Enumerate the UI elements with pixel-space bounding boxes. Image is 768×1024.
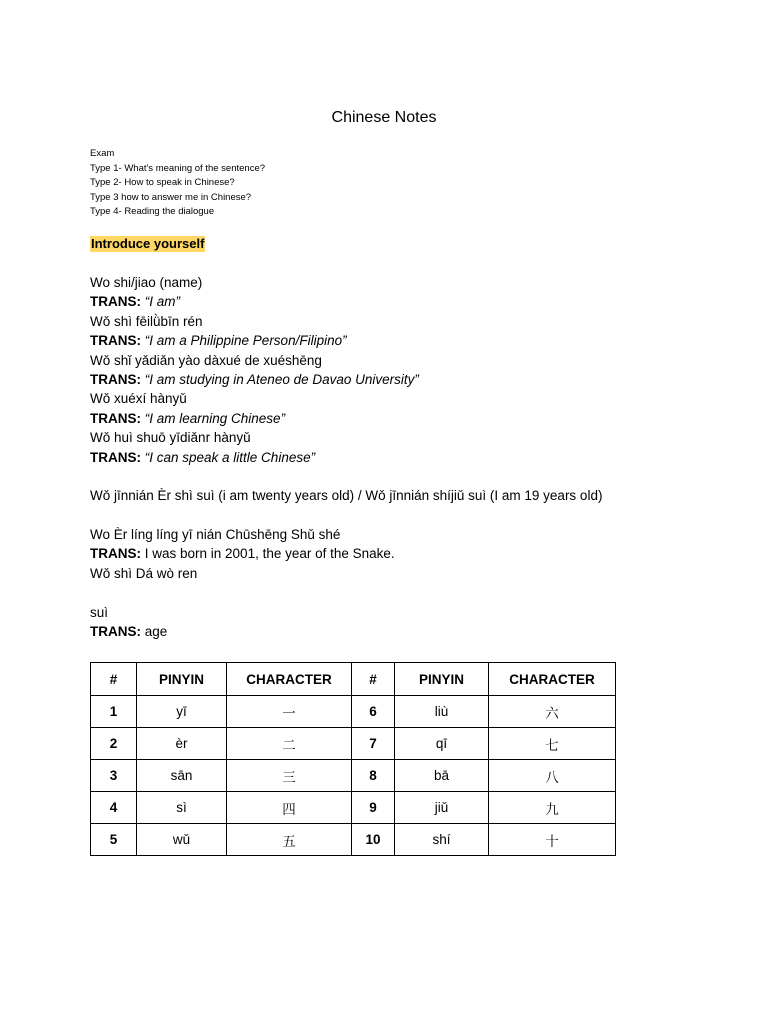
cell-number: 6 xyxy=(352,696,395,728)
table-row xyxy=(91,824,616,856)
trans-label: TRANS: xyxy=(90,371,141,387)
pinyin-line: Wo Èr líng líng yī nián Chūshēng Shǔ shé xyxy=(90,527,341,543)
trans-label: TRANS: xyxy=(90,624,141,640)
cell-character: 五 xyxy=(227,824,352,856)
cell-pinyin: bā xyxy=(395,760,489,792)
translation-text: “I am a Philippine Person/Filipino” xyxy=(141,333,347,349)
pinyin-line: Wo shi/jiao (name) xyxy=(90,275,203,290)
header-character: CHARACTER xyxy=(227,663,352,696)
cell-character: 六 xyxy=(489,696,616,728)
cell-pinyin: wǔ xyxy=(137,824,227,856)
table-row xyxy=(91,696,616,728)
translation-line xyxy=(90,409,602,428)
notes-body xyxy=(90,273,602,641)
trans-label: TRANS: xyxy=(90,449,141,465)
numbers-table xyxy=(90,662,616,856)
exam-type-4: Type 4- Reading the dialogue xyxy=(90,206,215,217)
cell-number: 3 xyxy=(91,760,137,792)
page-title: Chinese Notes xyxy=(331,109,437,126)
cell-character: 七 xyxy=(489,728,616,760)
cell-character: 三 xyxy=(227,760,352,792)
translation-line xyxy=(90,331,602,350)
trans-label: TRANS: xyxy=(90,546,141,562)
table-header-row xyxy=(91,663,616,696)
trans-label: TRANS: xyxy=(90,410,141,426)
blank-line xyxy=(90,583,602,602)
header-character: CHARACTER xyxy=(489,663,616,696)
cell-pinyin: èr xyxy=(137,728,227,760)
cell-pinyin: sì xyxy=(137,792,227,824)
pinyin-line: Wǒ shì Dá wò ren xyxy=(90,565,198,581)
cell-number: 2 xyxy=(91,728,137,760)
cell-number: 4 xyxy=(91,792,137,824)
cell-pinyin: jiǔ xyxy=(395,792,489,824)
header-pinyin: PINYIN xyxy=(395,663,489,696)
cell-character: 一 xyxy=(227,696,352,728)
translation-text: “I am studying in Ateneo de Davao University” xyxy=(141,371,419,387)
pinyin-line: Wǒ shì fēilǜbīn rén xyxy=(90,313,203,329)
cell-pinyin: sān xyxy=(137,760,227,792)
header-pinyin: PINYIN xyxy=(137,663,227,696)
cell-character: 八 xyxy=(489,760,616,792)
header-number: # xyxy=(91,663,137,696)
cell-number: 5 xyxy=(91,824,137,856)
trans-label: TRANS: xyxy=(90,294,141,310)
translation-line xyxy=(90,292,602,311)
cell-pinyin: liù xyxy=(395,696,489,728)
table-row xyxy=(91,728,616,760)
header-number: # xyxy=(352,663,395,696)
section-heading: Introduce yourself xyxy=(91,236,205,251)
cell-pinyin: yī xyxy=(137,696,227,728)
translation-text: “I am learning Chinese” xyxy=(141,410,286,426)
cell-character: 九 xyxy=(489,792,616,824)
cell-character: 十 xyxy=(489,824,616,856)
translation-text: I was born in 2001, the year of the Snake. xyxy=(141,546,395,562)
cell-pinyin: qī xyxy=(395,728,489,760)
cell-pinyin: shí xyxy=(395,824,489,856)
pinyin-line: suì xyxy=(90,604,109,620)
cell-number: 8 xyxy=(352,760,395,792)
translation-text: “I am” xyxy=(141,294,180,310)
translation-line xyxy=(90,448,602,467)
table-row xyxy=(91,792,616,824)
cell-character: 四 xyxy=(227,792,352,824)
blank-line xyxy=(90,467,602,486)
cell-number: 1 xyxy=(91,696,137,728)
cell-number: 10 xyxy=(352,824,395,856)
cell-number: 7 xyxy=(352,728,395,760)
cell-character: 二 xyxy=(227,728,352,760)
exam-label: Exam xyxy=(90,148,115,159)
blank-line xyxy=(90,506,602,525)
exam-section xyxy=(90,147,265,220)
translation-line xyxy=(90,370,602,389)
trans-label: TRANS: xyxy=(90,333,141,349)
pinyin-line: Wǒ jīnnián Èr shì suì (i am twenty years old) / Wǒ jīnnián shíjiǔ suì (I am 19 years old) xyxy=(90,488,603,504)
pinyin-line: Wǒ xuéxí hànyǔ xyxy=(90,391,187,407)
table-row xyxy=(91,760,616,792)
exam-type-3: Type 3 how to answer me in Chinese? xyxy=(90,191,252,203)
translation-line xyxy=(90,622,602,641)
translation-text: “I can speak a little Chinese” xyxy=(141,449,316,465)
translation-text: age xyxy=(141,624,168,640)
exam-type-2: Type 2- How to speak in Chinese? xyxy=(90,177,235,188)
translation-line xyxy=(90,544,602,563)
pinyin-line: Wǒ huì shuō yīdiǎnr hànyǔ xyxy=(90,430,251,446)
pinyin-line: Wǒ shǐ yǎdiǎn yào dàxué de xuéshēng xyxy=(90,352,322,368)
exam-type-1: Type 1- What's meaning of the sentence? xyxy=(90,162,266,174)
cell-number: 9 xyxy=(352,792,395,824)
